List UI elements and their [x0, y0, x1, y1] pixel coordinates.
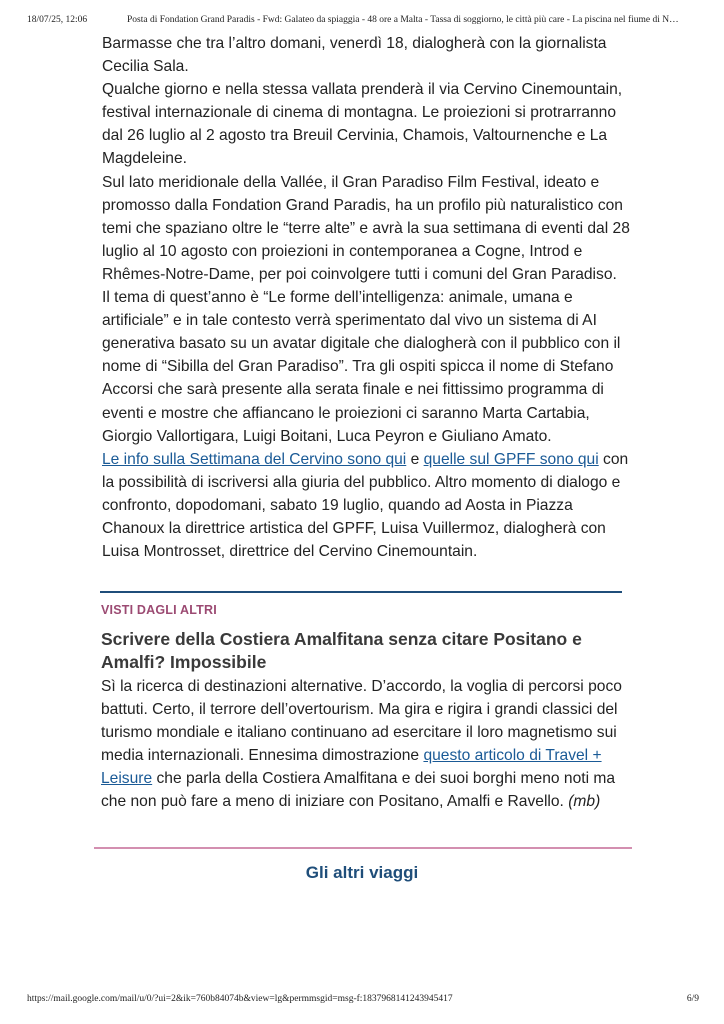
text-line: Giorgio Vallortigara, Luigi Boitani, Luca Peyron e Giuliano Amato. — [102, 427, 552, 445]
print-datetime: 18/07/25, 12:06 — [27, 15, 88, 25]
print-title: Posta di Fondation Grand Paradis - Fwd: Galateo da spiaggia - 48 ore a Malta - Tassa di soggiorno, le città più care - La piscina nel fiume di N… — [127, 15, 679, 25]
text-line: generativa basato su un avatar digitale che dialogherà con il pubblico con il — [102, 335, 621, 353]
text-line: eventi e mostre che affiancano le proiezioni ci saranno Marta Cartabia, — [102, 404, 590, 422]
text-line: Rhêmes-Notre-Dame, per poi coinvolgere tutti i comuni del Gran Paradiso. — [102, 265, 617, 283]
text-line: nome di “Sibilla del Gran Paradiso”. Tra gli ospiti spicca il nome di Stefano — [102, 358, 614, 376]
cervino-info-link[interactable]: Le info sulla Settimana del Cervino sono qui — [102, 450, 407, 468]
section-label: VISTI DAGLI ALTRI — [101, 603, 217, 617]
text-line: confronto, dopodomani, sabato 19 luglio, quando ad Aosta in Piazza — [102, 496, 573, 514]
travel-leisure-link-continued[interactable]: Leisure — [101, 770, 153, 788]
text-line: luglio al 10 agosto con proiezioni in contemporanea a Cogne, Introd e — [102, 242, 583, 260]
print-header — [27, 15, 707, 25]
text-line: promosso dalla Fondation Grand Paradis, ha un profilo più naturalistico con — [102, 196, 623, 214]
link-line — [101, 767, 629, 790]
text-line: turismo mondiale e italiano continuano ad esercitare il loro magnetismo sui — [101, 724, 617, 742]
footer-divider — [94, 847, 632, 849]
text-line: Magdeleine. — [102, 150, 187, 168]
link-trailing-text: con — [598, 450, 629, 468]
more-trips-heading: Gli altri viaggi — [305, 863, 419, 882]
text-line: Sì la ricerca di destinazioni alternative. D’accordo, la voglia di percorsi poco — [101, 678, 622, 695]
link-trailing-text: che parla della Costiera Amalfitana e dei suoi borghi meno noti ma — [152, 770, 616, 788]
text-line: Qualche giorno e nella stessa vallata prenderà il via Cervino Cinemountain, — [102, 81, 623, 99]
article-body — [101, 675, 629, 814]
gpff-info-link[interactable]: quelle sul GPFF sono qui — [423, 450, 599, 468]
article-title — [101, 628, 629, 674]
text-line: Chanoux la direttrice artistica del GPFF, Luisa Vuillermoz, dialogherà con — [102, 519, 606, 537]
link-separator: e — [406, 450, 424, 468]
text-line: festival internazionale di cinema di montagna. Le proiezioni si protrarranno — [102, 104, 617, 122]
text-line: artificiale” e in tale contesto verrà sperimentato dal vivo un sistema di AI — [102, 312, 597, 330]
text-line: temi che spaziano oltre le “terre alte” e avrà la sua settimana di eventi dal 28 — [102, 219, 630, 237]
text-line: battuti. Certo, il terrore dell’overtourism. Ma gira e rigira i grandi classici del — [101, 701, 618, 719]
author-signature: (mb) — [568, 793, 601, 811]
link-prefix-text: media internazionali. Ennesima dimostrazione — [101, 747, 424, 765]
text-line — [101, 790, 629, 813]
article-title-line: Scrivere della Costiera Amalfitana senza citare Positano e — [101, 629, 582, 649]
text-line: Barmasse che tra l’altro domani, venerdì 18, dialogherà con la giornalista — [102, 35, 607, 52]
last-line-text: che non può fare a meno di iniziare con Positano, Amalfi e Ravello. — [101, 793, 569, 811]
links-line — [102, 448, 630, 471]
text-line: Cecilia Sala. — [102, 58, 189, 76]
print-footer — [27, 994, 699, 1004]
page-number: 6/9 — [686, 994, 699, 1004]
text-line: Accorsi che sarà presente alla serata finale e nei fittissimo programma di — [102, 381, 604, 399]
text-line: dal 26 luglio al 2 agosto tra Breuil Cervinia, Chamois, Valtournenche e La — [102, 127, 608, 145]
text-line: Sul lato meridionale della Vallée, il Gran Paradiso Film Festival, ideato e — [102, 173, 600, 191]
text-line: la possibilità di iscriversi alla giuria del pubblico. Altro momento di dialogo e — [102, 473, 621, 491]
text-line: Il tema di quest’anno è “Le forme dell’intelligenza: animale, umana e — [102, 289, 573, 307]
text-line: Luisa Montrosset, direttrice del Cervino Cinemountain. — [102, 543, 478, 561]
email-body — [102, 32, 630, 563]
article-title-line: Amalfi? Impossibile — [101, 652, 267, 672]
travel-leisure-link[interactable]: questo articolo di Travel + — [423, 747, 602, 765]
print-url: https://mail.google.com/mail/u/0/?ui=2&ik=760b84074b&view=lg&permmsgid=msg-f:1837968141243945417 — [27, 994, 453, 1004]
section-divider — [100, 591, 622, 593]
link-line — [101, 744, 629, 767]
